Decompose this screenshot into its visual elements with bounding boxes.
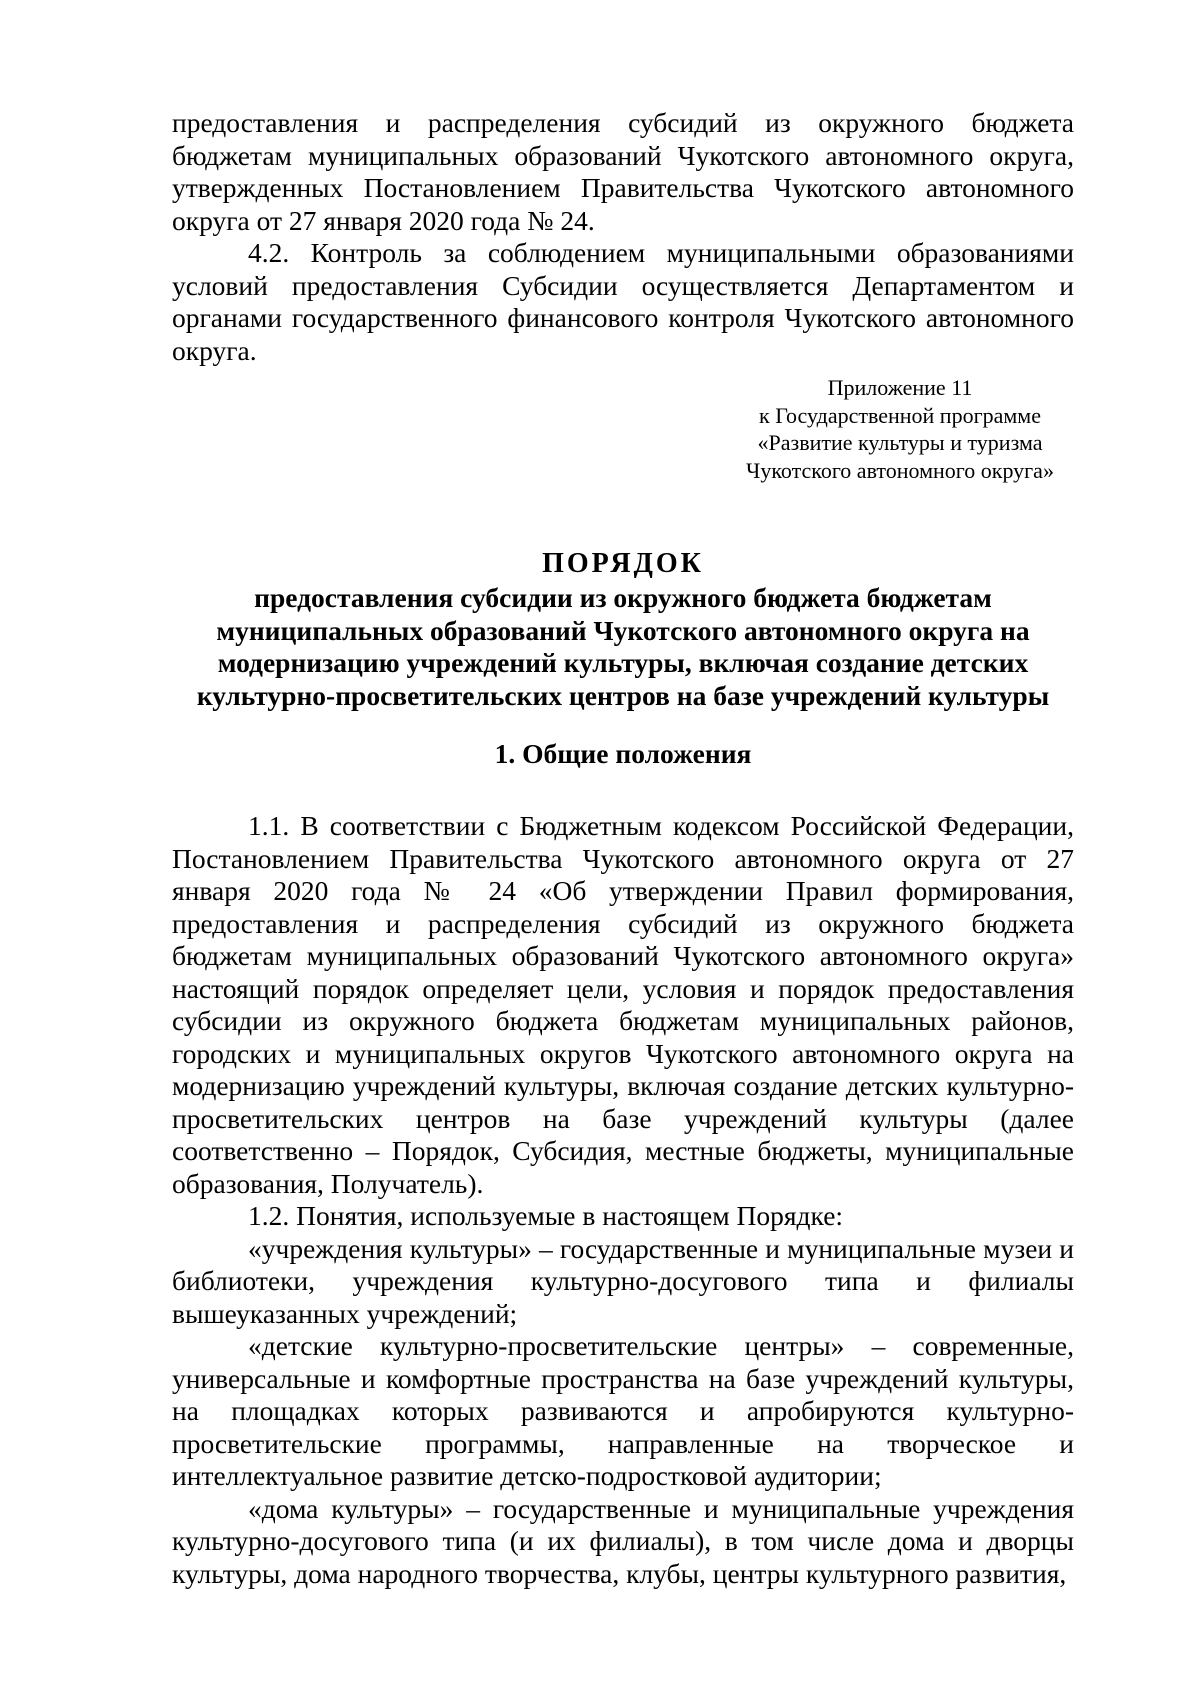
paragraph-tail: предоставления и распределения субсидий из окружного бюджета бюджетам муниципальных образований Чукотского автономного округа, утвержденных Постановлением Правительства Чукотского автономного округа от 27 января 2020 года № 24.: [172, 107, 1074, 236]
previous-section-continuation: [172, 107, 1074, 367]
appendix-line-3: «Развитие культуры и туризма: [757, 430, 1043, 455]
appendix-line-4: Чукотского автономного округа»: [746, 457, 1054, 483]
definition-houses-of-culture: «дома культуры» – государственные и муниципальные учреждения культурно-досугового типа (и их филиалы), в том числе дома и дворцы культуры, дома народного творчества, клубы, центры культурного развития,: [172, 1492, 1074, 1589]
paragraph-4-2: 4.2. Контроль за соблюдением муниципальными образованиями условий предоставления Субсидии осуществляется Департаментом и органами государственного финансового контроля Чукотского автономного округа.: [172, 237, 1074, 366]
document-title: ПОРЯДОК: [542, 548, 704, 579]
paragraph-1-1: 1.1. В соответствии с Бюджетным кодексом Российской Федерации, Постановлением Правительства Чукотского автономного округа от 27 января 2020 года № 24 «Об утверждении Правил формирования, предоставления и распределения субсидий из окружного бюджета бюджетам муниципальных образований Чукотского автономного округа» настоящий порядок определяет цели, условия и порядок предоставления субсидии из окружного бюджета бюджетам муниципальных районов, городских и муниципальных округов Чукотского автономного округа на модернизацию учреждений культуры, включая создание детских культурно-просветительских центров на базе учреждений культуры (далее соответственно – Порядок, Субсидия, местные бюджеты, муниципальные образования, Получатель).: [172, 810, 1074, 1199]
definition-culture-institutions: «учреждения культуры» – государственные и муниципальные музеи и библиотеки, учреждения культурно-досугового типа и филиалы вышеуказанных учреждений;: [172, 1232, 1074, 1329]
paragraph-1-2: 1.2. Понятия, используемые в настоящем Порядке:: [248, 1200, 844, 1231]
document-title-block: [172, 546, 1074, 712]
appendix-line-1: Приложение 11: [827, 375, 973, 400]
appendix-note: [700, 374, 1100, 484]
definition-children-centers: «детские культурно-просветительские центры» – современные, универсальные и комфортные пространства на базе учреждений культуры, на площадках которых развиваются и апробируются культурно-просветительские программы, направленные на творческое и интеллектуальное развитие детско-подростковой аудитории;: [172, 1330, 1074, 1491]
section-1-body: [172, 810, 1074, 1590]
document-subtitle: предоставления субсидии из окружного бюджета бюджетам муниципальных образований Чукотского автономного округа на модернизацию учреждений культуры, включая создание детских культурно-просветительских центров на базе учреждений культуры: [196, 582, 1050, 711]
section-heading: 1. Общие положения: [494, 738, 752, 769]
appendix-line-2: к Государственной программе: [759, 402, 1041, 428]
